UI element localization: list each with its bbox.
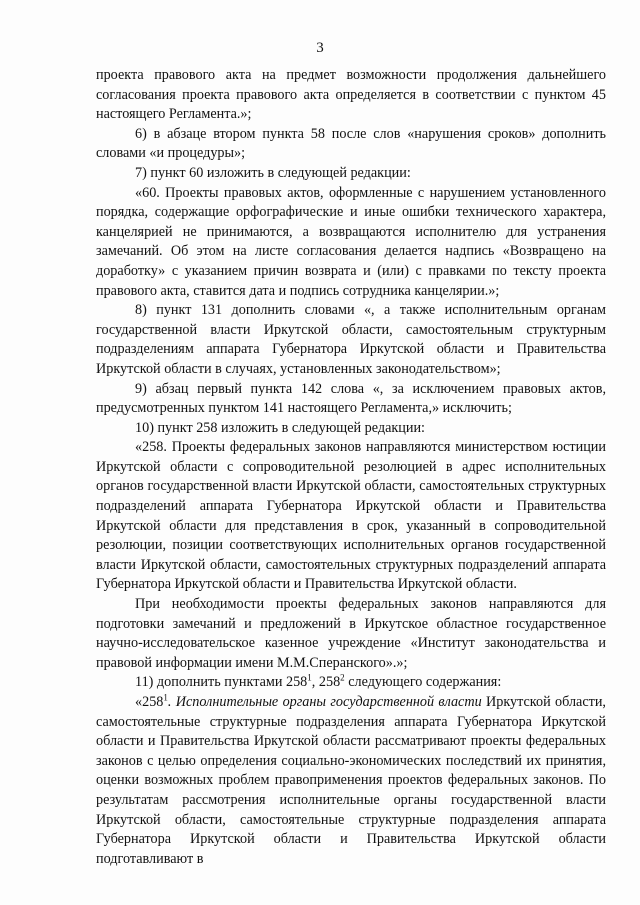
paragraph-item-7: 7) пункт 60 изложить в следующей редакции: [135, 164, 411, 181]
paragraph-item-9: 9) абзац первый пункта 142 слова «, за исключением правовых актов, предусмотренных пунктом 141 настоящего Регламента,» исключить; [96, 380, 606, 417]
point-258-1-italic-text: . Исполнительные органы государственной власти [167, 694, 482, 710]
item-11-superscript-1: 1 [307, 672, 312, 683]
point-258-1-superscript: 1 [163, 692, 168, 703]
item-11-superscript-2: 2 [340, 672, 345, 683]
paragraph-continuation: проекта правового акта на предмет возможности продолжения дальнейшего согласования проекта правового акта определяется в соответствии с пунктом 45 настоящего Регламента.»; [96, 67, 606, 123]
paragraph-item-11 [96, 673, 606, 693]
document-body [96, 66, 606, 869]
item-11-text-b: , 258 [311, 674, 341, 691]
paragraph-item-6: 6) в абзаце втором пункта 58 после слов «нарушения сроков» дополнить словами «и процедуры»; [96, 125, 606, 162]
paragraph-item-10: 10) пункт 258 изложить в следующей редакции: [135, 419, 425, 436]
paragraph-point-60: «60. Проекты правовых актов, оформленные с нарушением установленного порядка, содержащие орфографические и иные ошибки технического характера, канцелярией не принимаются, а возвращаются исполнителю для устранения замечаний. Об этом на листе согласования делается надпись «Возвращено на доработку» с указанием причин возврата и (или) с правками по тексту проекта правового акта, ставится дата и подпись сотрудника канцелярии.»; [96, 184, 606, 299]
paragraph-point-258-1 [96, 693, 606, 869]
page-number: 3 [316, 40, 324, 56]
point-258-1-number: «258 [135, 694, 164, 710]
item-11-text-c: следующего содержания: [344, 674, 502, 691]
paragraph-point-258-continued: При необходимости проекты федеральных законов направляются для подготовки замечаний и предложений в Иркутское областное государственное научно-исследовательское казенное учреждение «Институт законодательства и правовой информации имени М.М.Сперанского».»; [96, 596, 606, 671]
paragraph-point-258: «258. Проекты федеральных законов направляются министерством юстиции Иркутской области с сопроводительной резолюцией в адрес исполнительных органов государственной власти Иркутской области, самостоятельных структурных подразделений аппарата Губернатора Иркутской области и Правительства Иркутской области для представления в срок, указанный в сопроводительной резолюции, позиции соответствующих исполнительных органов государственной власти Иркутской области, самостоятельных структурных подразделений аппарата Губернатора Иркутской области и Правительства Иркутской области. [96, 439, 606, 593]
point-258-1-text: Иркутской области, самостоятельные структурные подразделения аппарата Губернатора Иркутской области и Правительства Иркутской области рассматривают проекты федеральных законов с целью определения социально-экономических последствий их принятия, оценки возможных проблем правоприменения проектов федеральных законов. По результатам рассмотрения исполнительные органы государственной власти Иркутской области, самостоятельные структурные подразделения аппарата Губернатора Иркутской области и Правительства Иркутской области подготавливают в [96, 694, 606, 867]
paragraph-item-8: 8) пункт 131 дополнить словами «, а также исполнительным органам государственной власти Иркутской области, самостоятельным структурным подразделениям аппарата Губернатора Иркутской области и Правительства Иркутской области в случаях, установленных законодательством»; [96, 302, 606, 377]
item-11-text-a: 11) дополнить пунктами 258 [135, 674, 308, 691]
